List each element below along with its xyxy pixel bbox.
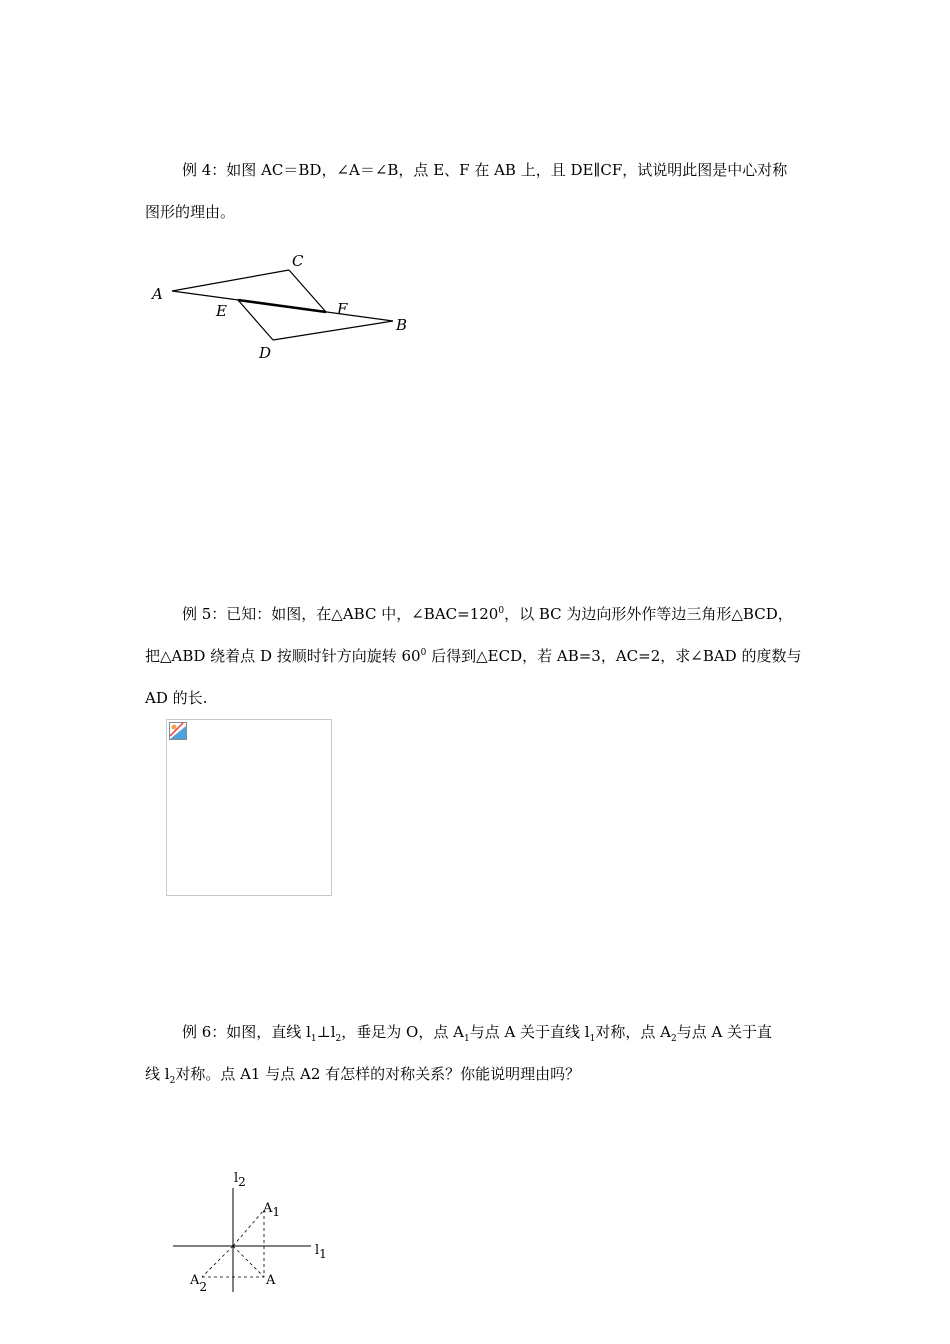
label-l1: l1 [315,1243,327,1261]
label-e: E [216,302,227,320]
label-l2: l2 [234,1171,246,1189]
segment-cf [289,270,326,312]
ex5-text-line2: 把△ABD 绕着点 D 按顺时针方向旋转 $60^0$ 后得到△ECD，若 AB=3，AC=2，求∠BAD 的度数与 [145,647,802,665]
broken-image-icon [169,722,187,740]
dash-o-a2 [202,1246,233,1277]
dash-o-a1 [233,1210,264,1246]
label-a2: A2 [190,1273,208,1294]
ex6-text-line2: 线 $l_2$对称。点 A1 与点 A2 有怎样的对称关系？你能说明理由吗？ [145,1065,581,1086]
label-a: A [266,1273,276,1288]
label-d: D [259,344,272,362]
label-c: C [292,252,304,270]
dash-o-a [233,1246,264,1277]
label-a: A [152,285,163,303]
ex4-text-line2: 图形的理由。 [145,203,236,221]
ex6-text-line1: 例 6：如图，直线 $l_1\perp l_2$，垂足为 O，点 $A_1$与点 A 关于直线 $l_1$对称，点 $A_2$与点 A 关于直 [182,1023,773,1044]
ex4-figure [148,248,418,368]
label-b: B [396,316,408,334]
label-a1: A1 [263,1201,281,1219]
ex5-figure-placeholder [166,719,332,896]
ex5-text-line3: AD 的长. [145,689,208,707]
ex4-text-line1: 例 4：如图 AC＝BD，∠A＝∠B，点 E、F 在 AB 上，且 DE∥CF，试说明此图是中心对称 [182,161,788,179]
ex6-figure [170,1160,340,1300]
segment-db [273,321,393,340]
label-f: F [337,300,348,318]
segment-ac [172,270,289,291]
segment-ef-bold [238,300,326,312]
ex5-text-line1: 例 5：已知：如图，在△ABC 中，$\angle BAC=120^0$，以 BC 为边向形外作等边三角形△BCD， [182,605,793,623]
segment-ed [238,300,273,340]
